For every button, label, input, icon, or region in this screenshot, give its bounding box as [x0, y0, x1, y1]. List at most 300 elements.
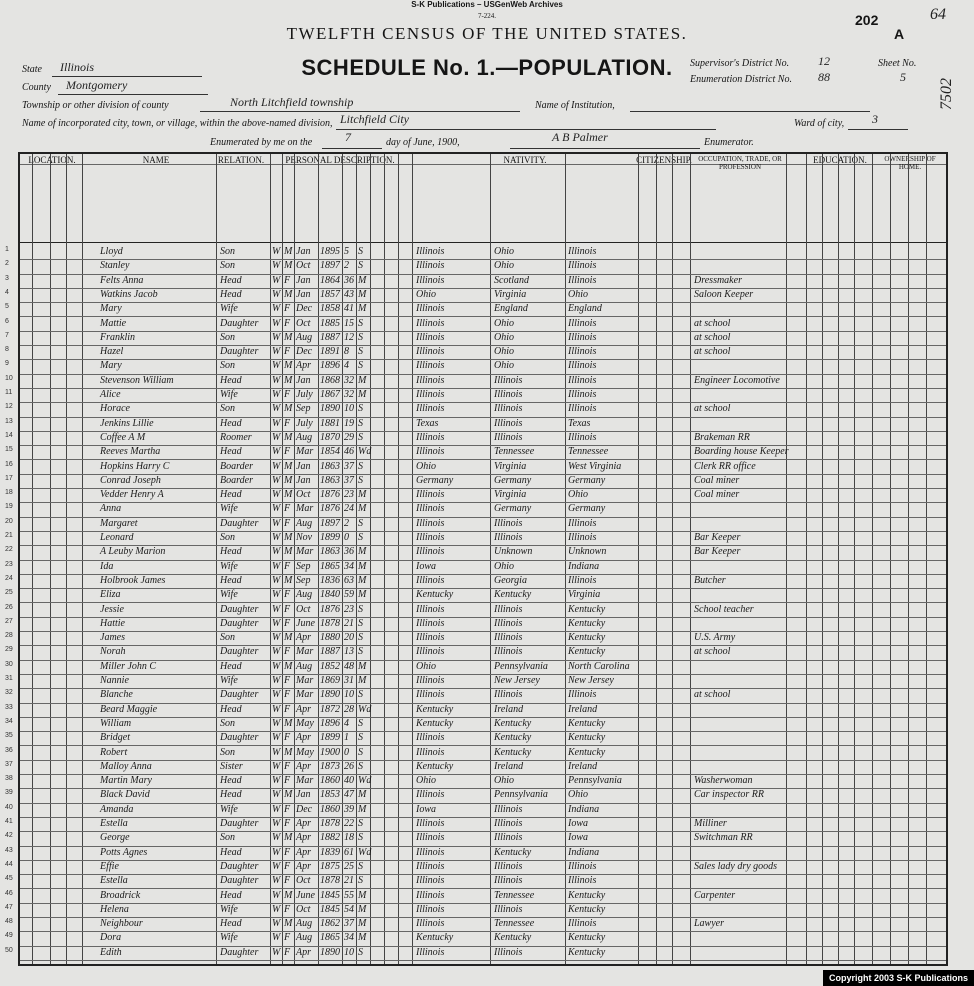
row-number: 30	[5, 660, 13, 668]
cell-mo: Apr	[296, 732, 311, 744]
cell-rel: Son	[220, 360, 235, 372]
table-row	[5, 532, 946, 546]
cell-father: Illinois	[494, 389, 523, 400]
table-row	[5, 617, 946, 632]
cell-yr: 1899	[320, 732, 340, 744]
cell-mother: Illinois	[568, 346, 597, 358]
cell-name: Mary	[100, 303, 122, 315]
col-ownership: OWNERSHIP OF HOME.	[884, 155, 936, 171]
cell-rel: Son	[220, 532, 235, 543]
cell-rel: Daughter	[220, 946, 259, 958]
cell-mother: Indiana	[568, 803, 600, 815]
cell-rel: Wife	[220, 303, 238, 315]
row-number: 7	[5, 331, 9, 339]
cell-sex: F	[284, 946, 291, 958]
cell-mo: Mar	[296, 675, 314, 686]
cell-birth: Illinois	[416, 532, 445, 543]
cell-ms: M	[358, 503, 367, 515]
row-number: 27	[5, 617, 13, 625]
cell-age: 1	[344, 732, 349, 744]
cell-mo: Oct	[296, 903, 311, 915]
cell-occ: Carpenter	[694, 889, 736, 901]
cell-col: W	[272, 818, 281, 829]
cell-sex: F	[284, 689, 291, 701]
cell-yr: 1839	[320, 846, 340, 858]
cell-sex: M	[284, 474, 293, 486]
township-value: North Litchfield township	[230, 95, 354, 109]
cell-name: Ida	[100, 560, 114, 572]
cell-father: Virginia	[494, 489, 527, 501]
table-row	[5, 303, 946, 317]
cell-yr: 1860	[320, 803, 340, 815]
cell-sex: M	[284, 532, 293, 543]
cell-occ: School teacher	[694, 603, 754, 615]
cell-mother: Kentucky	[568, 632, 606, 644]
cell-occ: Coal miner	[694, 474, 740, 486]
cell-yr: 1896	[320, 360, 340, 372]
census-title: TWELFTH CENSUS OF THE UNITED STATES.	[286, 24, 688, 43]
cell-mo: Mar	[296, 689, 314, 701]
cell-ms: S	[358, 417, 363, 429]
cell-age: 21	[344, 617, 354, 629]
cell-mo: Apr	[296, 760, 311, 772]
cell-ms: S	[358, 331, 363, 343]
cell-col: W	[272, 889, 281, 901]
cell-ms: S	[358, 460, 363, 472]
county-label: County	[22, 82, 51, 93]
cell-age: 10	[344, 403, 354, 415]
row-number: 26	[5, 603, 13, 611]
cell-ms: S	[358, 689, 363, 701]
cell-occ: Milliner	[694, 818, 727, 829]
cell-col: W	[272, 789, 281, 801]
cell-name: Vedder Henry A	[100, 489, 164, 501]
cell-mo: Mar	[296, 503, 314, 515]
cell-mo: Mar	[296, 646, 314, 658]
cell-rel: Daughter	[220, 875, 259, 887]
cell-rel: Son	[220, 403, 235, 415]
cell-mother: Ohio	[568, 489, 588, 501]
enum-district-value: 88	[818, 70, 830, 84]
row-number: 42	[5, 832, 13, 840]
cell-sex: F	[284, 389, 291, 400]
row-number: 46	[5, 889, 13, 897]
cell-mother: Indiana	[568, 560, 600, 572]
township-label: Township or other division of county	[22, 100, 169, 111]
cell-yr: 1854	[320, 446, 340, 458]
cell-mother: Illinois	[568, 246, 597, 257]
cell-father: Ohio	[494, 360, 514, 372]
cell-age: 37	[344, 474, 354, 486]
cell-ms: M	[358, 918, 367, 930]
cell-mother: New Jersey	[568, 675, 614, 686]
cell-sex: F	[284, 818, 291, 829]
cell-rel: Head	[220, 417, 242, 429]
cell-ms: M	[358, 288, 367, 300]
cell-birth: Illinois	[416, 875, 445, 887]
cell-birth: Illinois	[416, 946, 445, 958]
cell-col: W	[272, 617, 281, 629]
cell-yr: 1862	[320, 918, 340, 930]
cell-yr: 1897	[320, 517, 340, 529]
table-row	[5, 274, 946, 289]
cell-birth: Ohio	[416, 660, 436, 672]
cell-sex: F	[284, 703, 291, 715]
margin-number: 7502	[938, 78, 955, 110]
cell-age: 10	[344, 946, 354, 958]
cell-mother: Iowa	[568, 832, 588, 844]
cell-name: Estella	[100, 875, 128, 887]
cell-col: W	[272, 489, 281, 501]
col-nativity: NATIVITY.	[503, 155, 547, 165]
table-row	[5, 932, 946, 946]
cell-age: 43	[344, 288, 354, 300]
cell-birth: Illinois	[416, 603, 445, 615]
cell-col: W	[272, 703, 281, 715]
row-number: 29	[5, 646, 13, 654]
cell-age: 2	[344, 517, 349, 529]
cell-mother: Illinois	[568, 875, 597, 887]
cell-mo: Aug	[296, 331, 313, 343]
cell-yr: 1890	[320, 403, 340, 415]
cell-mother: Kentucky	[568, 946, 606, 958]
row-number: 16	[5, 460, 13, 468]
cell-mo: Jan	[296, 460, 311, 472]
cell-mother: Illinois	[568, 517, 597, 529]
cell-rel: Son	[220, 260, 235, 272]
cell-father: Illinois	[494, 417, 523, 429]
cell-sex: F	[284, 417, 291, 429]
cell-birth: Illinois	[416, 260, 445, 272]
cell-occ: Saloon Keeper	[694, 288, 754, 300]
cell-mother: Illinois	[568, 860, 597, 872]
cell-mo: May	[296, 717, 314, 729]
copyright-label: Copyright 2003 S-K Publications	[823, 970, 974, 986]
col-citizenship: CITIZENSHIP.	[636, 155, 692, 165]
cell-name: Edith	[100, 946, 122, 958]
cell-age: 54	[344, 903, 354, 915]
cell-mo: May	[296, 746, 314, 758]
cell-sex: F	[284, 317, 291, 329]
cell-yr: 1880	[320, 632, 340, 644]
cell-father: Kentucky	[494, 717, 532, 729]
row-number: 21	[5, 532, 13, 539]
cell-sex: F	[284, 346, 291, 358]
cell-rel: Son	[220, 632, 235, 644]
cell-col: W	[272, 574, 281, 586]
row-number: 44	[5, 860, 13, 868]
cell-mother: Texas	[568, 417, 591, 429]
cell-age: 40	[344, 775, 354, 787]
cell-name: Franklin	[100, 331, 135, 343]
cell-name: Jessie	[100, 603, 124, 615]
cell-col: W	[272, 775, 281, 787]
cell-name: William	[100, 717, 132, 729]
cell-col: W	[272, 746, 281, 758]
cell-age: 4	[344, 717, 349, 729]
schedule-title: SCHEDULE No. 1.—POPULATION.	[301, 55, 673, 80]
cell-name: Alice	[100, 389, 121, 400]
cell-occ: at school	[694, 646, 731, 658]
cell-age: 32	[344, 389, 354, 400]
table-row	[5, 818, 946, 832]
cell-ms: S	[358, 818, 363, 829]
cell-name: Stanley	[100, 260, 130, 272]
supervisor-value: 12	[818, 54, 830, 68]
cell-age: 34	[344, 932, 354, 944]
cell-rel: Head	[220, 489, 242, 501]
cell-sex: F	[284, 503, 291, 515]
cell-col: W	[272, 832, 281, 844]
cell-rel: Wife	[220, 932, 238, 944]
cell-name: Amanda	[100, 803, 134, 815]
cell-occ: Bar Keeper	[694, 532, 741, 543]
cell-yr: 1876	[320, 603, 340, 615]
cell-sex: M	[284, 288, 293, 300]
cell-col: W	[272, 732, 281, 744]
cell-name: Nannie	[100, 675, 129, 686]
cell-mo: July	[296, 389, 313, 400]
cell-ms: S	[358, 632, 363, 644]
cell-name: Horace	[100, 403, 130, 415]
sheet-label: Sheet No.	[878, 58, 917, 69]
cell-age: 39	[344, 803, 354, 815]
cell-col: W	[272, 403, 281, 415]
cell-age: 2	[344, 260, 349, 272]
cell-father: Illinois	[494, 860, 523, 872]
table-row	[5, 875, 946, 889]
cell-yr: 1878	[320, 875, 340, 887]
cell-sex: F	[284, 446, 291, 458]
cell-age: 36	[344, 546, 354, 558]
page-stamp: 202	[855, 12, 879, 28]
cell-birth: Iowa	[416, 803, 436, 815]
cell-col: W	[272, 517, 281, 529]
table-row	[5, 703, 946, 718]
row-number: 39	[5, 789, 13, 797]
cell-ms: S	[358, 517, 363, 529]
cell-occ: Dressmaker	[694, 274, 742, 286]
cell-mo: Apr	[296, 818, 311, 829]
cell-birth: Ohio	[416, 288, 436, 300]
cell-name: Felts Anna	[100, 274, 144, 286]
cell-age: 5	[344, 246, 349, 257]
cell-name: A Leuby Marion	[100, 546, 166, 558]
cell-ms: M	[358, 274, 367, 286]
cell-yr: 1885	[320, 317, 340, 329]
cell-father: Illinois	[494, 617, 523, 629]
cell-rel: Head	[220, 889, 242, 901]
table-row	[5, 503, 946, 517]
cell-rel: Daughter	[220, 317, 259, 329]
cell-name: Leonard	[100, 532, 134, 543]
cell-birth: Illinois	[416, 446, 445, 458]
cell-ms: S	[358, 732, 363, 744]
row-number: 6	[5, 317, 9, 325]
table-row	[5, 832, 946, 846]
cell-age: 37	[344, 460, 354, 472]
cell-ms: S	[358, 246, 363, 257]
table-row	[5, 246, 946, 260]
cell-col: W	[272, 346, 281, 358]
cell-yr: 1867	[320, 389, 340, 400]
row-number: 10	[5, 374, 13, 382]
cell-birth: Illinois	[416, 546, 445, 558]
cell-mother: Kentucky	[568, 746, 606, 758]
table-row	[5, 889, 946, 904]
cell-name: Beard Maggie	[100, 703, 158, 715]
cell-age: 25	[344, 860, 354, 872]
col-education: EDUCATION.	[813, 155, 867, 165]
cell-ms: S	[358, 260, 363, 272]
cell-age: 12	[344, 331, 354, 343]
cell-mo: Apr	[296, 832, 311, 844]
cell-col: W	[272, 274, 281, 286]
cell-ms: Wd	[358, 846, 372, 858]
cell-mo: Dec	[296, 303, 313, 315]
row-number: 49	[5, 932, 13, 940]
table-row	[5, 288, 946, 303]
day-value: 7	[345, 130, 351, 144]
cell-rel: Daughter	[220, 517, 259, 529]
cell-birth: Illinois	[416, 389, 445, 400]
cell-sex: M	[284, 889, 293, 901]
ward-label: Ward of city,	[794, 118, 845, 129]
cell-age: 4	[344, 360, 349, 372]
cell-col: W	[272, 260, 281, 272]
cell-occ: at school	[694, 403, 731, 415]
cell-mo: June	[296, 617, 315, 629]
cell-mother: Kentucky	[568, 717, 606, 729]
enum-district-label: Enumeration District No.	[690, 74, 792, 85]
cell-yr: 1890	[320, 689, 340, 701]
cell-birth: Illinois	[416, 574, 445, 586]
cell-mother: Indiana	[568, 846, 600, 858]
cell-sex: M	[284, 260, 293, 272]
row-number: 43	[5, 846, 13, 854]
cell-father: England	[494, 303, 528, 315]
cell-yr: 1887	[320, 331, 340, 343]
cell-father: Kentucky	[494, 589, 532, 601]
row-number: 20	[5, 517, 13, 525]
cell-father: Ohio	[494, 775, 514, 787]
cell-birth: Iowa	[416, 560, 436, 572]
row-number: 2	[5, 260, 9, 268]
cell-col: W	[272, 303, 281, 315]
cell-col: W	[272, 918, 281, 930]
cell-col: W	[272, 532, 281, 543]
row-number: 22	[5, 546, 13, 554]
table-row	[5, 360, 946, 374]
cell-mo: Jan	[296, 288, 311, 300]
col-relation: RELATION.	[217, 155, 265, 165]
cell-ms: S	[358, 403, 363, 415]
cell-yr: 1887	[320, 646, 340, 658]
cell-mo: Oct	[296, 317, 311, 329]
table-row	[5, 331, 946, 346]
cell-father: Illinois	[494, 632, 523, 644]
cell-col: W	[272, 646, 281, 658]
cell-rel: Head	[220, 703, 242, 715]
cell-occ: Clerk RR office	[694, 460, 756, 472]
cell-name: Miller John C	[100, 660, 157, 672]
cell-col: W	[272, 946, 281, 958]
cell-name: Holbrook James	[100, 574, 166, 586]
cell-mo: Sep	[296, 403, 311, 415]
row-number: 5	[5, 303, 9, 311]
county-value: Montgomery	[66, 78, 128, 92]
cell-col: W	[272, 374, 281, 386]
cell-col: W	[272, 660, 281, 672]
cell-yr: 1863	[320, 460, 340, 472]
city-label: Name of incorporated city, town, or village, within the above-named division,	[22, 118, 333, 129]
cell-name: Dora	[100, 932, 122, 944]
row-number: 35	[5, 732, 13, 740]
cell-rel: Daughter	[220, 860, 259, 872]
cell-birth: Illinois	[416, 789, 445, 801]
cell-birth: Illinois	[416, 832, 445, 844]
enumerator-label: Enumerator.	[704, 137, 754, 148]
cell-rel: Daughter	[220, 689, 259, 701]
cell-mother: Unknown	[568, 546, 607, 558]
cell-birth: Kentucky	[416, 932, 454, 944]
table-row	[5, 603, 946, 618]
cell-age: 0	[344, 746, 349, 758]
row-number: 25	[5, 589, 13, 597]
cell-yr: 1845	[320, 889, 340, 901]
cell-sex: F	[284, 303, 291, 315]
day-label: day of June, 1900,	[386, 137, 460, 148]
cell-name: Martin Mary	[100, 775, 152, 787]
cell-father: Ohio	[494, 331, 514, 343]
cell-mother: Illinois	[568, 331, 597, 343]
cell-name: Robert	[100, 746, 128, 758]
cell-birth: Texas	[416, 417, 439, 429]
cell-col: W	[272, 446, 281, 458]
state-value: Illinois	[60, 60, 95, 74]
cell-father: Illinois	[494, 903, 523, 915]
cell-col: W	[272, 460, 281, 472]
cell-ms: M	[358, 589, 367, 601]
cell-ms: S	[358, 860, 363, 872]
cell-birth: Illinois	[416, 517, 445, 529]
cell-ms: M	[358, 374, 367, 386]
cell-birth: Illinois	[416, 889, 445, 901]
cell-name: George	[100, 832, 130, 844]
cell-birth: Kentucky	[416, 589, 454, 601]
cell-sex: M	[284, 331, 293, 343]
cell-father: Illinois	[494, 803, 523, 815]
cell-age: 34	[344, 560, 354, 572]
row-number: 33	[5, 703, 13, 711]
cell-father: Illinois	[494, 818, 523, 829]
cell-name: Reeves Martha	[100, 446, 161, 458]
cell-sex: M	[284, 918, 293, 930]
cell-ms: S	[358, 946, 363, 958]
cell-father: Unknown	[494, 546, 533, 558]
cell-age: 10	[344, 689, 354, 701]
cell-rel: Daughter	[220, 818, 259, 829]
cell-age: 0	[344, 532, 349, 543]
cell-age: 32	[344, 374, 354, 386]
cell-birth: Illinois	[416, 274, 445, 286]
cell-birth: Illinois	[416, 246, 445, 257]
cell-yr: 1865	[320, 932, 340, 944]
cell-yr: 1873	[320, 760, 340, 772]
cell-father: Kentucky	[494, 746, 532, 758]
cell-age: 20	[344, 632, 354, 644]
cell-mo: July	[296, 417, 313, 429]
